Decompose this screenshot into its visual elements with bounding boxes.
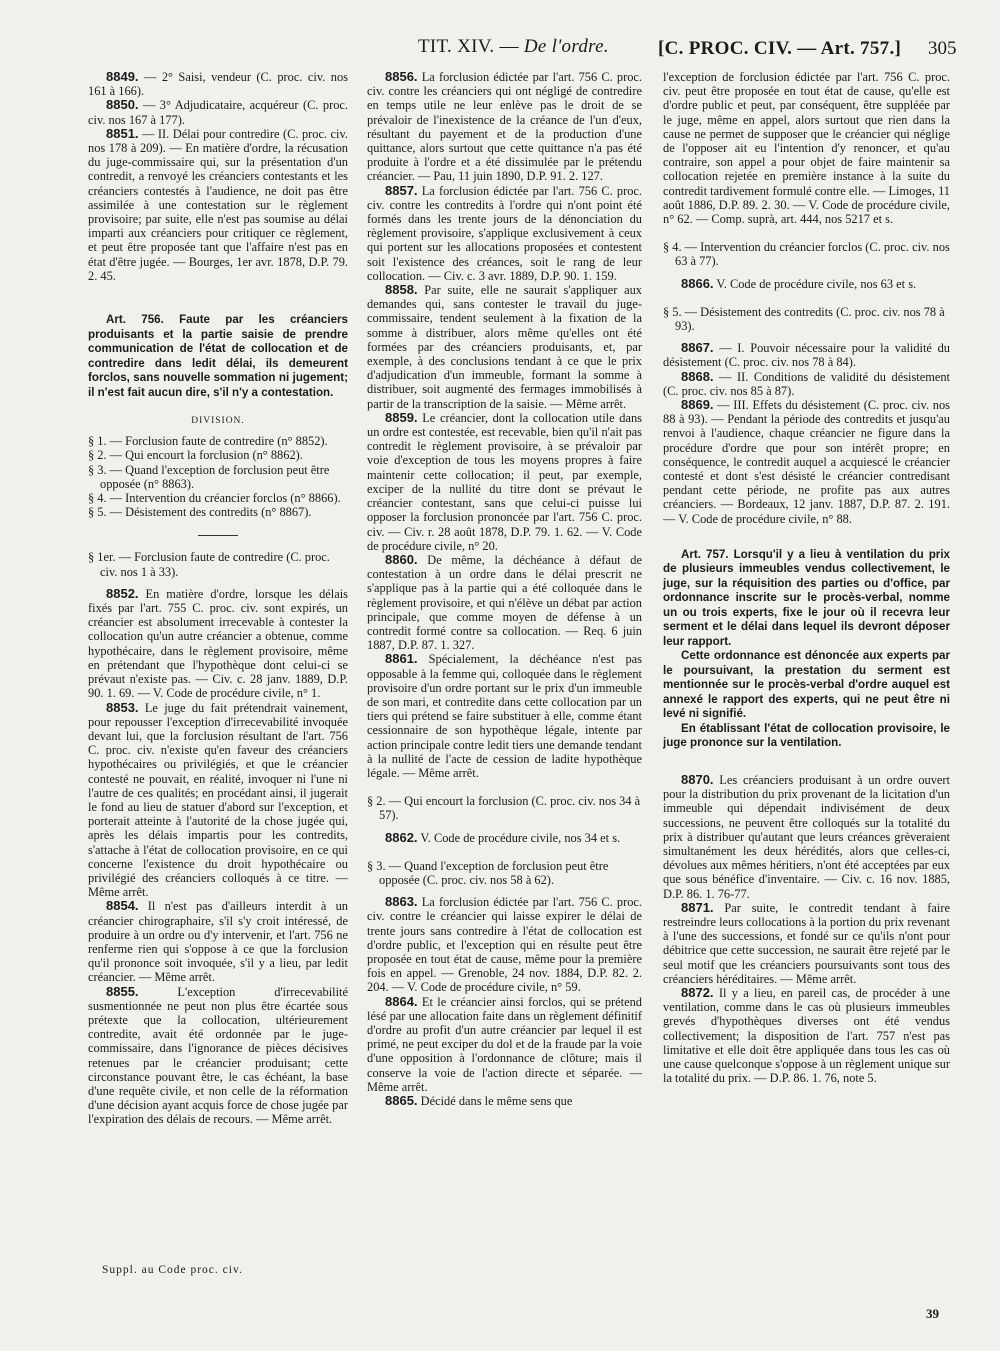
- paragraph-text: — 2° Saisi, vendeur (C. proc. civ. nos 161 à 166).: [88, 70, 348, 99]
- paragraph-text: Le créancier, dont la collocation utile dans un ordre est contestée, est recevable, bien qu'il n'ait pas contredit le règlement provisoire, à se prévaloir par voie d'exception de tous les moyens propres à faire maintenir cette collocation; il peut, par exemple, exciper de la nullité du titre dont se prévaut le créancier contestant, sans que celui-ci puisse lui opposer la forclusion prononcée par l'art. 756 C. proc. civ. — Civ. r. 28 août 1878, D.P. 79. 1. 62. — V. Code de procédure civile, n° 20.: [367, 410, 642, 553]
- page-number: 305: [928, 38, 957, 59]
- paragraph-8868: [663, 370, 950, 398]
- paragraph-number: 8852.: [106, 585, 139, 601]
- paragraph-text: — I. Pouvoir nécessaire pour la validité du désistement (C. proc. civ. nos 78 à 84).: [663, 341, 950, 370]
- paragraph-8865: [367, 1094, 642, 1108]
- section-heading: § 2. — Qui encourt la forclusion (C. proc. civ. nos 34 à 57).: [367, 794, 641, 823]
- paragraph-8863: [367, 895, 642, 994]
- paragraph-number: 8857.: [385, 182, 418, 198]
- paragraph-text: Par suite, le contredit tendant à faire restreindre leurs collocations à la portion du prix revenant à l'une des successions, et fondé sur ce qu'ils n'ont pour débitrice que cette succession, ne saurait être rejeté par le seul motif que les créanciers poursuivants sont tous des créanciers héréditaires. — Même arrêt.: [663, 900, 950, 986]
- paragraph-8858: [367, 283, 642, 411]
- article-757-text: En établissant l'état de collocation provisoire, le juge prononce sur la ventilation.: [663, 721, 950, 750]
- paragraph-number: 8871.: [681, 899, 714, 915]
- paragraph-text: Il y a lieu, en pareil cas, de procéder à une ventilation, comme dans le cas où plusieurs immeubles grevés d'hypothèques diverses ont été vendus collectivement; la disposition de l'art. 757 n'est pas limitative et elle doit être appliquée dans tous les cas où une cause quelconque s'oppose à un règlement unique sur la totalité du prix. — D.P. 86. 1. 76, note 5.: [663, 985, 950, 1086]
- article-757-text: Cette ordonnance est dénoncée aux experts par le poursuivant, la prestation du serment est mentionnée sur le procès-verbal d'ordre auquel est annexé le rapport des experts, qui ne peut être ni levé ni signifié.: [663, 649, 950, 721]
- paragraph-number: 8872.: [681, 984, 714, 1000]
- paragraph-continued: l'exception de forclusion édictée par l'art. 756 C. proc. civ. peut être proposée en tout état de cause, qu'elle est d'ordre public et peut, par conséquent, être suppléée par le juge, même en appel, alors surtout que rien dans la cause ne permet de supposer que le créancier qui néglige de l'opposer ait eu l'intention d'y renoncer, et qu'au contraire, son appel a pour objet de faire maintenir sa collocation rejetée en première instance à la suite du contredit tardivement formulé contre elle. — Limoges, 11 août 1886, D.P. 89. 2. 30. — V. Code de procédure civile, n° 62. — Comp. suprà, art. 444, nos 5217 et s.: [663, 70, 950, 227]
- footer-source: Suppl. au Code proc. civ.: [102, 1264, 243, 1276]
- paragraph-8853: [88, 701, 348, 900]
- paragraph-number: 8867.: [681, 340, 714, 356]
- column-left: [88, 70, 348, 1127]
- paragraph-number: 8864.: [385, 993, 418, 1009]
- paragraph-8849: [88, 70, 348, 98]
- paragraph-number: 8856.: [385, 69, 418, 84]
- paragraph-8859: [367, 411, 642, 553]
- article-reference: [C. PROC. CIV. — Art. 757.]: [658, 38, 902, 59]
- paragraph-number: 8862.: [385, 829, 418, 845]
- paragraph-text: Spécialement, la déchéance n'est pas opposable à la femme qui, colloquée dans le règlement provisoire d'un ordre portant sur le prix d'un immeuble de son mari, et contredite dans cette collocation par un tiers qui prétend se faire substituer à elle, comme étant cessionnaire de son hypothèque légale, intente par action principale contre ledit tiers une demande tendant à la nullité de l'acte de cession de ladite hypothèque légale. — Même arrêt.: [367, 652, 642, 780]
- paragraph-8866: [663, 277, 950, 291]
- paragraph-8860: [367, 553, 642, 652]
- article-756-text: Art. 756. Faute par les créanciers produisants et la partie saisie de prendre communication de l'état de collocation et de contredire dans ledit délai, ils demeurent forclos, sans nouvelle sommation ni jugement; il n'est fait aucun dire, s'il n'y a contestation.: [88, 313, 348, 399]
- paragraph-text: La forclusion édictée par l'art. 756 C. proc. civ. contre le créancier qui laisse expirer le délai de trente jours sans contredire à l'état de collocation est d'ordre public, et l'exception qui en résulte peut être proposée en tout état de cause, même pour la première fois en appel. — Grenoble, 24 nov. 1884, D.P. 82. 2. 204. — V. Code de procédure civile, n° 59.: [367, 895, 642, 995]
- paragraph-number: 8865.: [385, 1093, 418, 1109]
- paragraph-8852: [88, 587, 348, 701]
- paragraph-text: — 3° Adjudicataire, acquéreur (C. proc. civ. nos 167 à 177).: [88, 98, 348, 127]
- paragraph-number: 8860.: [385, 551, 418, 567]
- title-prefix: TIT. XIV. —: [418, 36, 524, 57]
- paragraph-number: 8851.: [106, 125, 139, 141]
- paragraph-text: Il n'est pas d'ailleurs interdit à un créancier chirographaire, s'il s'y croit intéressé, de produire à un ordre ou d'y intervenir, et l'art. 756 ne renferme rien qui s'oppose à ce que la forclusion qu'il prononce soit invoquée, s'il y a lieu, par ledit créancier. — Même arrêt.: [88, 899, 348, 985]
- paragraph-8855: [88, 985, 348, 1127]
- paragraph-text: Et le créancier ainsi forclos, qui se prétend lésé par une allocation faite dans un règlement définitif d'ordre au profit d'un autre créancier par lequel il est primé, ne peut exciper du dol et de la fraude par la voie d'une opposition à l'ordonnance de clôture; mais il conserve la voie de l'action directe et séparée. — Même arrêt.: [367, 994, 642, 1094]
- paragraph-text: — II. Conditions de validité du désistement (C. proc. civ. nos 85 à 87).: [663, 369, 950, 398]
- paragraph-8851: [88, 127, 348, 283]
- toc-item: § 5. — Désistement des contredits (n° 8867).: [88, 505, 312, 520]
- page-header: [0, 36, 1000, 70]
- toc-item: § 1. — Forclusion faute de contredire (n° 8852).: [88, 434, 328, 449]
- paragraph-number: 8859.: [385, 409, 418, 425]
- paragraph-8862: [367, 831, 642, 845]
- paragraph-number: 8854.: [106, 898, 139, 914]
- paragraph-8854: [88, 899, 348, 984]
- paragraph-number: 8849.: [106, 69, 139, 84]
- toc-item: § 2. — Qui encourt la forclusion (n° 8862).: [88, 448, 303, 463]
- paragraph-8867: [663, 341, 950, 369]
- paragraph-8871: [663, 901, 950, 986]
- paragraph-number: 8870.: [681, 771, 714, 787]
- paragraph-text: En matière d'ordre, lorsque les délais fixés par l'art. 755 C. proc. civ. sont expirés, un créancier est absolument irrecevable à contester la collocation qu'un autre créancier a obtenue, comme hypothécaire, dans le règlement provisoire, même en prétendant que l'hypothèque dont celui-ci se prévaut n'existe pas. — Civ. c. 28 janv. 1889, D.P. 90. 1. 69. — V. Code de procédure civile, n° 1.: [88, 586, 348, 701]
- paragraph-text: La forclusion édictée par l'art. 756 C. proc. civ. contre les contredits à l'ordre qui n'ont point été formés dans les trente jours de la dénonciation du règlement provisoire, s'applique exclusivement à ceux qui portent sur les allocations proposées et contestent soit l'existence des créances, soit le rang de leur collocation. — Civ. c. 3 avr. 1889, D.P. 90. 1. 159.: [367, 183, 642, 283]
- title-italic: De l'ordre.: [523, 36, 609, 57]
- paragraph-text: — II. Délai pour contredire (C. proc. civ. nos 178 à 209). — En matière d'ordre, la récusation du juge-commissaire qui, sur la présentation d'un contredit, a renvoyé les créanciers contestants et les créanciers contestés à l'audience, ne doit pas être assimilée à une contestation sur le règlement provisoire; par suite, elle n'est pas soumise au délai imparti aux créanciers pour critiquer ce règlement, et peut être proposée tant que l'affaire n'est pas en état d'être jugée. — Bourges, 1er avr. 1878, D.P. 79. 2. 45.: [88, 126, 348, 283]
- paragraph-number: 8853.: [106, 699, 139, 715]
- running-title: [418, 36, 609, 58]
- paragraph-8864: [367, 995, 642, 1094]
- paragraph-8869: [663, 398, 950, 526]
- paragraph-text: Par suite, elle ne saurait s'appliquer aux demandes qui, sans contester le travail du juge-commissaire, tendent seulement à la fixation de la somme à distribuer, alors même qu'elles ont été formées par des créanciers produisants, et, par exemple, à des conclusions tendant à ce que le prix d'adjudication d'un immeuble, formant la somme à distribuer, soit augmenté des fermages immobilisés à partir de la transcription de la saisie. — Même arrêt.: [367, 283, 642, 411]
- column-right: [663, 70, 950, 1085]
- paragraph-number: 8866.: [681, 275, 714, 291]
- paragraph-number: 8861.: [385, 651, 418, 667]
- section-heading: § 5. — Désistement des contredits (C. proc. civ. nos 78 à 93).: [663, 304, 945, 334]
- paragraph-number: 8869.: [681, 397, 714, 413]
- paragraph-text: Le juge du fait prétendrait vainement, pour repousser l'exception d'irrecevabilité invoquée devant lui, que la forclusion résultant de l'art. 756 C. proc. civ. n'existe qu'en faveur des créanciers hypothécaires ou privilégiés, et que le créancier contesté ne pouvait, en réalité, invoquer ni l'une ni l'autre de ces qualités; en procédant ainsi, il jugerait le fond au lieu de statuer d'abord sur l'exception, et porterait atteinte à l'autorité de la chose jugée qui, après les délais impartis pour les contredits, s'attache à l'état de collocation provisoire, en ce qui concerne l'existence du droit hypothécaire ou privilégié des créanciers colloqués à ce titre. — Même arrêt.: [88, 700, 348, 900]
- paragraph-8870: [663, 773, 950, 901]
- division-heading: DIVISION.: [191, 416, 245, 427]
- paragraph-text: La forclusion édictée par l'art. 756 C. proc. civ. contre les créanciers qui ont négligé de contredire en temps utile ne leur enlève pas le droit de se prévaloir de l'inexistence de la créance de l'un d'eux, résultant du payement et de la production d'une quittance, alors surtout que cette quittance n'a pas été produite à l'ordre et a été dissimulée par le prétendu créancier. — Pau, 11 juin 1890, D.P. 91. 2. 127.: [367, 70, 642, 184]
- paragraph-text: Décidé dans le même sens que: [417, 1094, 573, 1109]
- toc-item: § 4. — Intervention du créancier forclos (n° 8866).: [88, 491, 341, 506]
- paragraph-text: V. Code de procédure civile, nos 34 et s.: [417, 830, 621, 845]
- toc-item: § 3. — Quand l'exception de forclusion peut être opposée (n° 8863).: [88, 462, 330, 491]
- paragraph-number: 8858.: [385, 282, 418, 298]
- paragraph-8850: [88, 98, 348, 126]
- article-757-text: Art. 757. Lorsqu'il y a lieu à ventilation du prix de plusieurs immeubles vendus collectivement, le juge, sur la réquisition des parties ou d'office, par ordonnance inscrite sur le procès-verbal, nomme un ou trois experts, fixe le jour où il recevra leur serment et le délai dans lequel ils devront déposer leur rapport.: [663, 547, 950, 648]
- paragraph-text: Les créanciers produisant à un ordre ouvert pour la distribution du prix provenant de la licitation d'un immeuble qui dépendait indivisément de deux successions, ne peuvent être colloqués sur la totalité du prix à distribuer qu'autant que leurs créances grèveraient simultanément les deux hérédités, alors que celles-ci, dévolues aux mêmes héritiers, n'ont été acceptées par eux que sous bénéfice d'inventaire. — Civ. c. 16 nov. 1885, D.P. 86. 1. 76-77.: [663, 772, 950, 901]
- divider: [198, 535, 238, 536]
- paragraph-8857: [367, 184, 642, 283]
- paragraph-text: — III. Effets du désistement (C. proc. civ. nos 88 à 93). — Pendant la période des contredits et jusqu'au renvoi à l'audience, chaque créancier ne figure dans la procédure d'ordre que pour son intérêt propre; en conséquence, le contredit auquel a acquiescé le créancier contesté et dont s'est désisté le créancier contredisant pendant cette période, ne profite pas aux autres créanciers. — Bordeaux, 12 janv. 1887, D.P. 87. 2. 191. — V. Code de procédure civile, n° 88.: [663, 398, 950, 526]
- paragraph-8861: [367, 652, 642, 780]
- column-middle: [367, 70, 642, 1108]
- paragraph-number: 8863.: [385, 894, 418, 910]
- paragraph-number: 8850.: [106, 97, 139, 113]
- paragraph-text: L'exception d'irrecevabilité susmentionnée ne peut non plus être écartée sous prétexte que la collocation, ultérieurement contredite, avait été ordonnée par le juge-commissaire, dans l'ignorance de pièces décisives retenues par le créancier produisant; cette circonstance pouvant être, le cas échéant, la base d'une requête civile, et non celle de la réformation d'une décision ayant acquis force de chose jugée par l'expiration des délais de recours. — Même arrêt.: [88, 984, 348, 1127]
- section-heading: § 3. — Quand l'exception de forclusion peut être opposée (C. proc. civ. nos 58 à 62).: [367, 858, 609, 887]
- paragraph-number: 8868.: [681, 368, 714, 384]
- paragraph-text: De même, la déchéance à défaut de contestation à un ordre dans le délai prescrit ne s'applique pas à la partie qui a été colloquée dans le règlement provisoire, et qui n'élève un débat par action principale, que comme moyen de défense à un contredit formé contre sa collocation. — Req. 6 juin 1887, D.P. 87. 1. 327.: [367, 552, 642, 653]
- paragraph-8872: [663, 986, 950, 1085]
- paragraph-8856: [367, 70, 642, 184]
- section-heading: § 4. — Intervention du créancier forclos (C. proc. civ. nos 63 à 77).: [663, 240, 950, 269]
- paragraph-number: 8855.: [106, 983, 139, 999]
- signature-mark: 39: [926, 1306, 939, 1321]
- paragraph-text: V. Code de procédure civile, nos 63 et s.: [713, 276, 917, 291]
- section-heading: § 1er. — Forclusion faute de contredire (C. proc. civ. nos 1 à 33).: [88, 550, 330, 579]
